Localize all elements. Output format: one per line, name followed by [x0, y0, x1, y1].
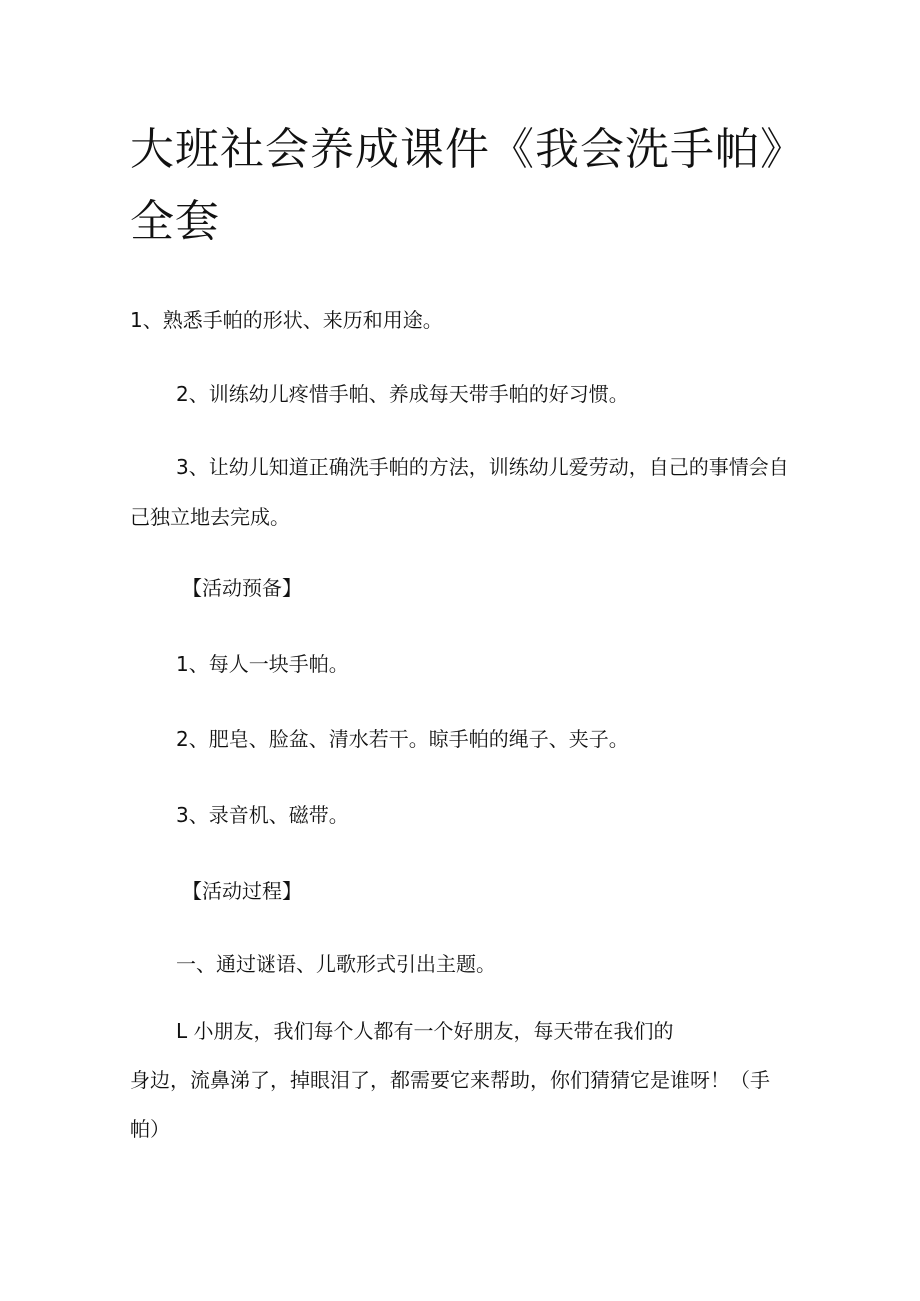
prep-heading: 【活动预备】 [182, 576, 302, 600]
paragraph-line-2: 身边，流鼻涕了，掉眼泪了，都需要它来帮助，你们猜猜它是谁呀！（手 [130, 1068, 770, 1092]
goal-item-3-continued: 己独立地去完成。 [130, 505, 290, 529]
paragraph-line-1: L 小朋友，我们每个人都有一个好朋友，每天带在我们的 [176, 1019, 674, 1043]
document-title-line-1: 大班社会养成课件《我会洗手帕》 [130, 124, 805, 175]
prep-item-2: 2、肥皂、脸盆、清水若干。晾手帕的绳子、夹子。 [176, 727, 629, 751]
goal-item-3: 3、让幼儿知道正确洗手帕的方法，训练幼儿爱劳动，自己的事情会自 [176, 455, 789, 479]
process-heading: 【活动过程】 [182, 879, 302, 903]
goal-item-1: 1、熟悉手帕的形状、来历和用途。 [130, 308, 443, 332]
prep-item-1: 1、每人一块手帕。 [176, 652, 349, 676]
paragraph-line-3: 帕） [130, 1117, 170, 1141]
section-heading-1: 一、通过谜语、儿歌形式引出主题。 [176, 952, 496, 976]
prep-item-3: 3、录音机、磁带。 [176, 803, 349, 827]
document-title-line-2: 全套 [130, 196, 220, 247]
goal-item-2: 2、训练幼儿疼惜手帕、养成每天带手帕的好习惯。 [176, 382, 629, 406]
